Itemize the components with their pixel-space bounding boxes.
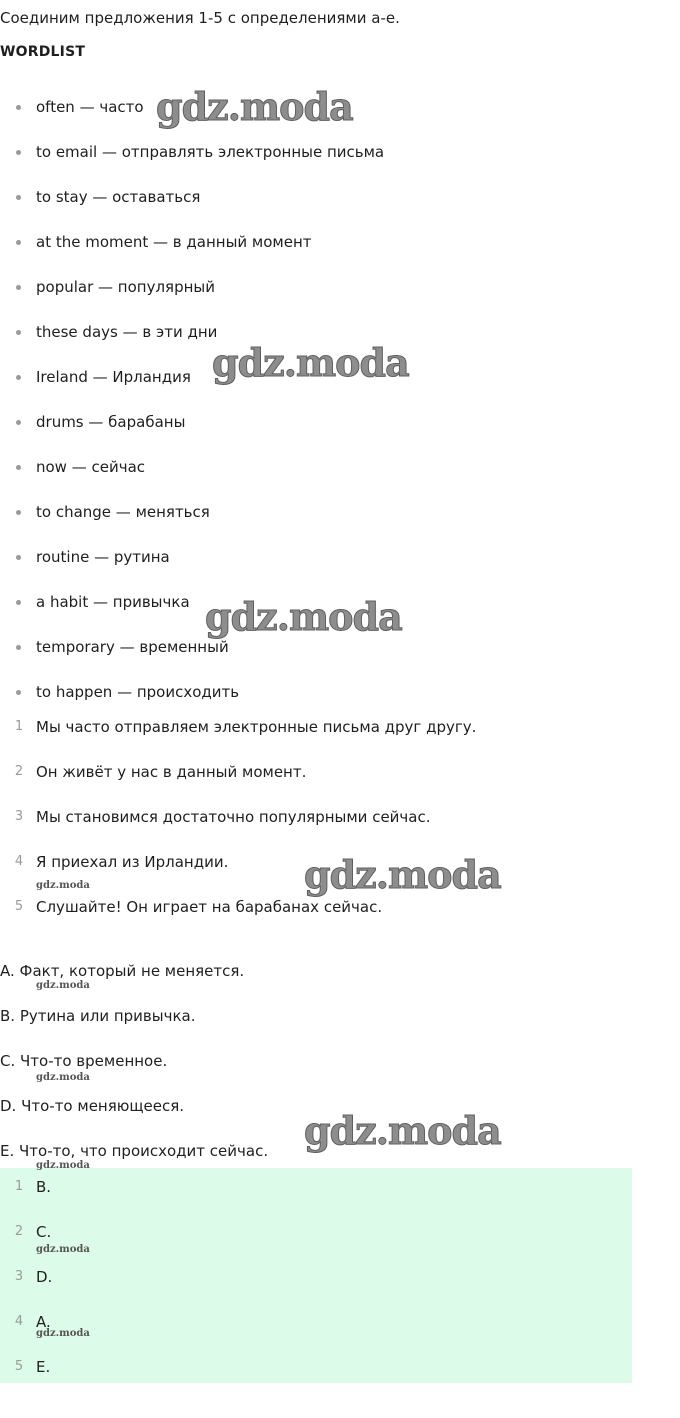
wordlist-item-text: to email — отправлять электронные письма <box>36 143 385 161</box>
wordlist-item <box>0 501 384 546</box>
bullet-icon <box>16 555 21 560</box>
sentence-number: 1 <box>14 719 24 734</box>
answer-text: D. <box>36 1268 53 1286</box>
bullet-icon <box>16 150 21 155</box>
sentence-item <box>0 896 476 941</box>
watermark-logo: gdz.moda <box>304 1108 501 1153</box>
sentence-number: 4 <box>14 854 24 869</box>
wordlist-item <box>0 411 384 456</box>
definition-c: C. Что-то временное. <box>0 1052 168 1070</box>
wordlist-item-text: popular — популярный <box>36 278 215 296</box>
wordlist-item-text: to stay — оставаться <box>36 188 201 206</box>
wordlist-item-text: routine — рутина <box>36 548 170 566</box>
wordlist-item <box>0 141 384 186</box>
answer-text: B. <box>36 1178 52 1196</box>
bullet-icon <box>16 195 21 200</box>
answer-block <box>0 1168 632 1383</box>
bullet-icon <box>16 645 21 650</box>
task-instruction: Соединим предложения 1-5 с определениями a-e. <box>0 9 400 27</box>
bullet-icon <box>16 240 21 245</box>
answer-text: C. <box>36 1223 52 1241</box>
watermark-small: gdz.moda <box>36 1072 90 1083</box>
wordlist-heading: WORDLIST <box>0 44 86 60</box>
watermark-logo: gdz.moda <box>205 594 402 639</box>
sentence-text: Он живёт у нас в данный момент. <box>36 763 307 781</box>
wordlist-item-text: these days — в эти дни <box>36 323 218 341</box>
answer-item <box>0 1356 52 1401</box>
watermark-logo: gdz.moda <box>156 84 353 129</box>
bullet-icon <box>16 105 21 110</box>
bullet-icon <box>16 375 21 380</box>
wordlist-item-text: at the moment — в данный момент <box>36 233 312 251</box>
definition-a: A. Факт, который не меняется. <box>0 962 245 980</box>
answer-number: 3 <box>14 1269 24 1284</box>
definition-d: D. Что-то меняющееся. <box>0 1097 185 1115</box>
sentence-text: Я приехал из Ирландии. <box>36 853 229 871</box>
definition-e: E. Что-то, что происходит сейчас. <box>0 1142 269 1160</box>
sentence-text: Мы часто отправляем электронные письма друг другу. <box>36 718 477 736</box>
answer-text: A. <box>36 1313 51 1331</box>
answer-text: E. <box>36 1358 51 1376</box>
answer-number: 4 <box>14 1314 24 1329</box>
watermark-logo: gdz.moda <box>212 340 409 385</box>
answer-number: 5 <box>14 1359 24 1374</box>
wordlist-item <box>0 276 384 321</box>
bullet-icon <box>16 285 21 290</box>
wordlist-item-text: now — сейчас <box>36 458 146 476</box>
sentence-number: 3 <box>14 809 24 824</box>
watermark-small: gdz.moda <box>36 980 90 991</box>
wordlist-item-text: Ireland — Ирландия <box>36 368 191 386</box>
wordlist-item <box>0 231 384 276</box>
sentence-list <box>0 716 476 941</box>
wordlist-item <box>0 636 384 681</box>
answer-number: 1 <box>14 1179 24 1194</box>
definition-b: B. Рутина или привычка. <box>0 1007 196 1025</box>
wordlist-item-text: to change — меняться <box>36 503 210 521</box>
sentence-item <box>0 716 476 761</box>
bullet-icon <box>16 600 21 605</box>
bullet-icon <box>16 690 21 695</box>
watermark-small: gdz.moda <box>36 1244 90 1255</box>
watermark-small: gdz.moda <box>36 1160 90 1171</box>
watermark-small: gdz.moda <box>36 1328 90 1339</box>
watermark-small: gdz.moda <box>36 880 90 891</box>
answer-item <box>0 1266 52 1311</box>
wordlist-item-text: to happen — происходить <box>36 683 240 701</box>
sentence-text: Слушайте! Он играет на барабанах сейчас. <box>36 898 383 916</box>
sentence-item <box>0 761 476 806</box>
wordlist-item <box>0 456 384 501</box>
sentence-item <box>0 806 476 851</box>
sentence-text: Мы становимся достаточно популярными сейчас. <box>36 808 431 826</box>
sentence-number: 5 <box>14 899 24 914</box>
wordlist-item-text: often — часто <box>36 98 144 116</box>
wordlist-item-text: temporary — временный <box>36 638 229 656</box>
wordlist-item <box>0 186 384 231</box>
answer-item <box>0 1176 52 1221</box>
sentence-number: 2 <box>14 764 24 779</box>
bullet-icon <box>16 465 21 470</box>
wordlist-item <box>0 546 384 591</box>
wordlist-item-text: drums — барабаны <box>36 413 186 431</box>
answer-number: 2 <box>14 1224 24 1239</box>
bullet-icon <box>16 330 21 335</box>
answer-list <box>0 1176 52 1401</box>
watermark-logo: gdz.moda <box>304 852 501 897</box>
wordlist-item-text: a habit — привычка <box>36 593 190 611</box>
bullet-icon <box>16 420 21 425</box>
bullet-icon <box>16 510 21 515</box>
